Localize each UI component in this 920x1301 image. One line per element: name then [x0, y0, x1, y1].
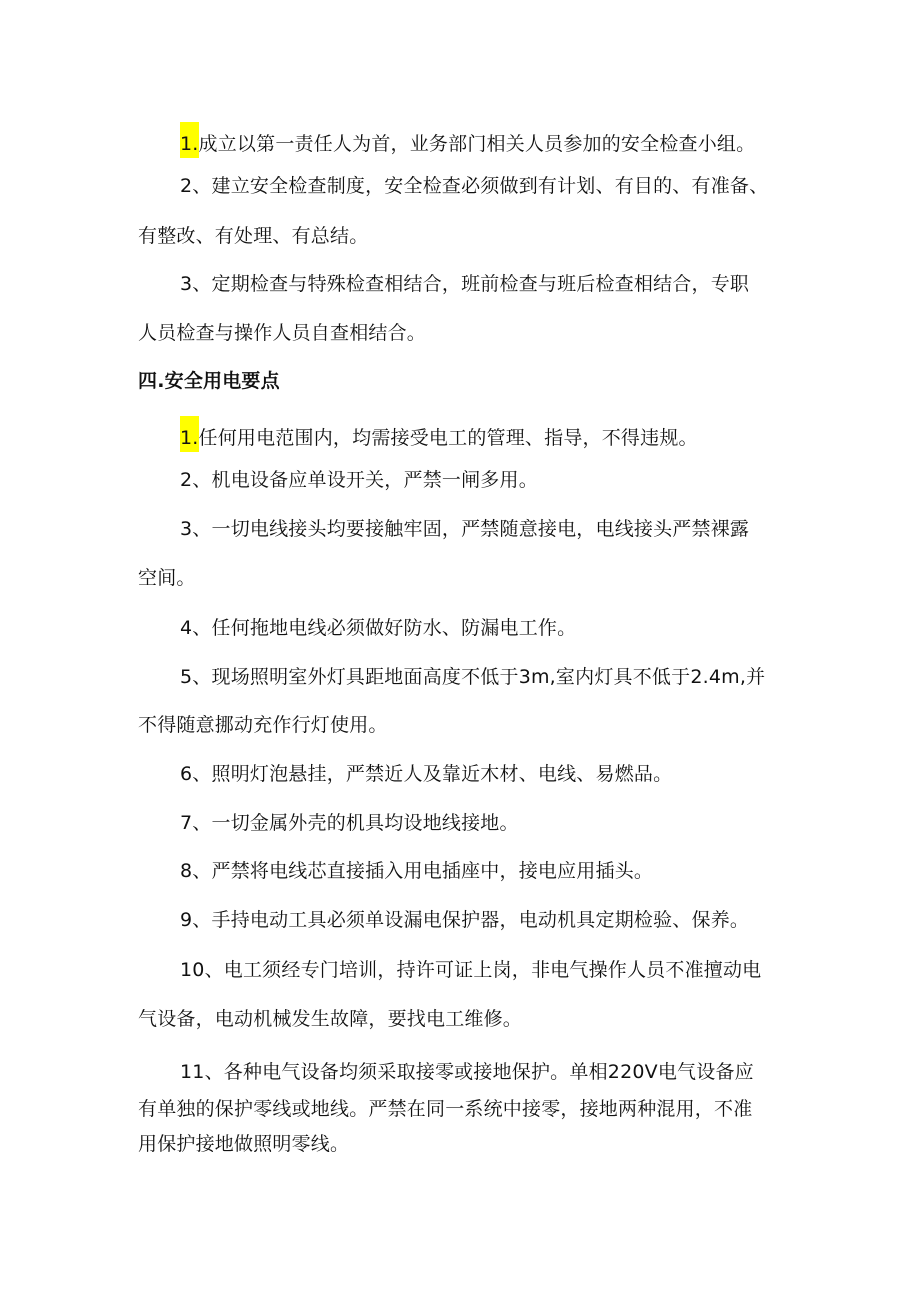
s4-item10-line1: 10、电工须经专门培训，持许可证上岗，非电气操作人员不准擅动电 [180, 959, 762, 981]
s4-item3-line2: 空间。 [138, 567, 196, 589]
highlight-marker: 1. [180, 122, 199, 158]
s3-item2-line1: 2、建立安全检查制度，安全检查必须做到有计划、有目的、有准备、 [180, 175, 769, 197]
s4-item11-line2: 有单独的保护零线或地线。严禁在同一系统中接零，接地两种混用，不准 [138, 1098, 753, 1120]
s3-item1-text: 成立以第一责任人为首，业务部门相关人员参加的安全检查小组。 [198, 133, 756, 155]
s4-item4: 4、任何拖地电线必须做好防水、防漏电工作。 [180, 617, 577, 639]
s4-item7: 7、一切金属外壳的机具均设地线接地。 [180, 812, 519, 834]
s3-item3-line1: 3、定期检查与特殊检查相结合，班前检查与班后检查相结合，专职 [180, 273, 750, 295]
s4-item8: 8、严禁将电线芯直接插入用电插座中，接电应用插头。 [180, 860, 654, 882]
s4-item1-text: 任何用电范围内，均需接受电工的管理、指导，不得违规。 [198, 427, 698, 449]
s4-item1 [180, 416, 840, 452]
s3-item1 [180, 122, 840, 158]
s3-item3-line2: 人员检查与操作人员自查相结合。 [138, 322, 427, 344]
section4-heading: 四.安全用电要点 [138, 370, 280, 392]
s4-item6: 6、照明灯泡悬挂，严禁近人及靠近木材、电线、易燃品。 [180, 763, 673, 785]
s4-item5-line2: 不得随意挪动充作行灯使用。 [138, 714, 388, 736]
s4-item10-line2: 气设备，电动机械发生故障，要找电工维修。 [138, 1008, 523, 1030]
s4-item3-line1: 3、一切电线接头均要接触牢固，严禁随意接电，电线接头严禁裸露 [180, 518, 750, 540]
s4-item9: 9、手持电动工具必须单设漏电保护器，电动机具定期检验、保养。 [180, 909, 750, 931]
s4-item11-line1: 11、各种电气设备均须采取接零或接地保护。单相220V电气设备应 [180, 1061, 754, 1083]
s4-item2: 2、机电设备应单设开关，严禁一闸多用。 [180, 469, 538, 491]
highlight-marker: 1. [180, 416, 199, 452]
s4-item5-line1: 5、现场照明室外灯具距地面高度不低于3m,室内灯具不低于2.4m,并 [180, 666, 766, 688]
s3-item2-line2: 有整改、有处理、有总结。 [138, 225, 369, 247]
s4-item11-line3: 用保护接地做照明零线。 [138, 1133, 350, 1155]
